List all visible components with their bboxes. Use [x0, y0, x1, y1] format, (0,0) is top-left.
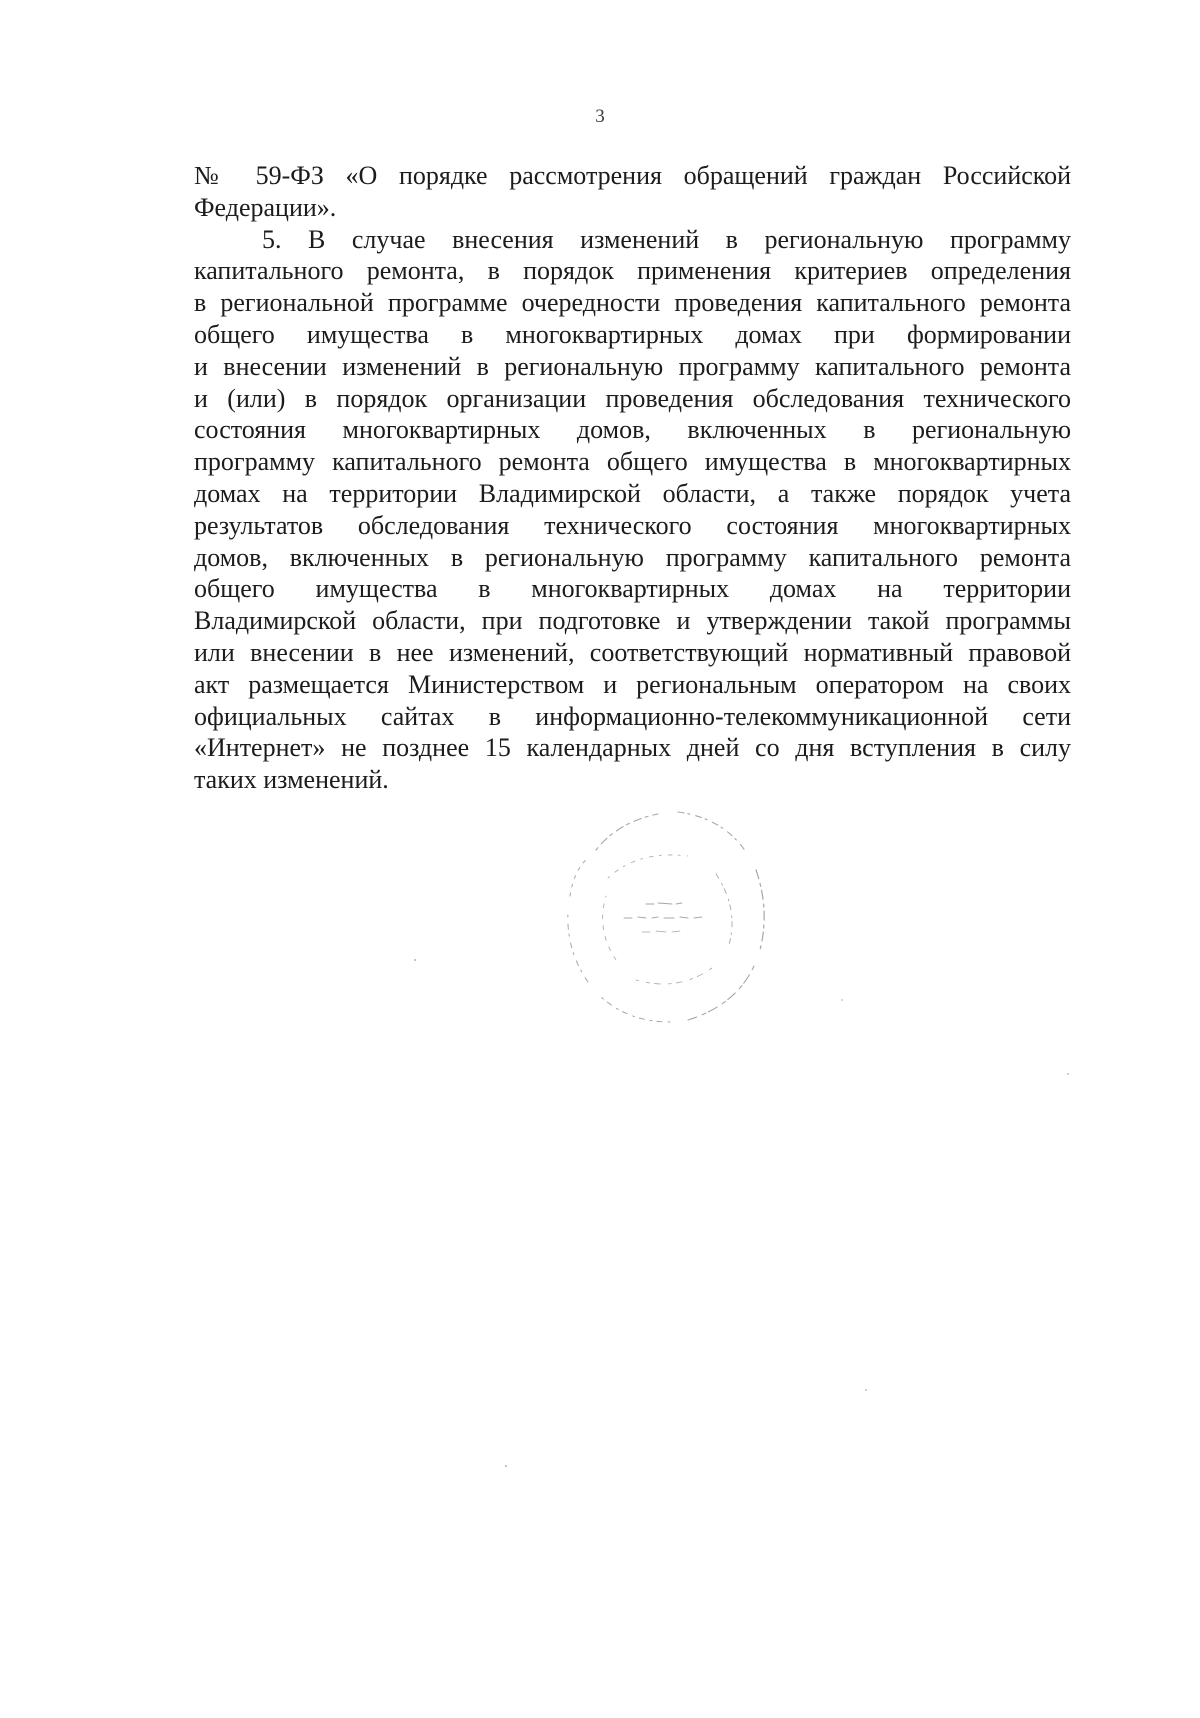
text-line: общего имущества в многоквартирных домах при формировании: [194, 319, 1071, 349]
text-line: домов, включенных в региональную программу капитального ремонта: [194, 542, 1071, 572]
text-line: и внесении изменений в региональную программу капитального ремонта: [194, 351, 1071, 381]
text-line: Федерации».: [194, 192, 337, 222]
text-line: официальных сайтах в информационно-телекоммуникационной сети: [194, 701, 1071, 731]
text-line: акт размещается Министерством и региональным оператором на своих: [194, 669, 1071, 699]
text-line: Владимирской области, при подготовке и утверждении такой программы: [194, 606, 1071, 636]
seal-icon: [548, 800, 786, 1032]
text-line: программу капитального ремонта общего имущества в многоквартирных: [194, 447, 1071, 477]
text-line: капитального ремонта, в порядок применения критериев определения: [194, 256, 1071, 286]
paragraph-2: [194, 224, 1071, 796]
text-line: 5. В случае внесения изменений в региональную программу: [262, 224, 1071, 254]
text-line: домах на территории Владимирской области, а также порядок учета: [194, 478, 1071, 508]
paragraph-1: [194, 160, 1071, 224]
text-line: «Интернет» не позднее 15 календарных дней со дня вступления в силу: [194, 733, 1071, 763]
text-line: и (или) в порядок организации проведения обследования технического: [194, 383, 1071, 413]
text-line: результатов обследования технического состояния многоквартирных: [194, 510, 1071, 540]
text-line: общего имущества в многоквартирных домах на территории: [194, 574, 1071, 604]
text-line: состояния многоквартирных домов, включенных в региональную: [194, 415, 1071, 445]
text-line: или внесении в нее изменений, соответствующий нормативный правовой: [194, 637, 1071, 667]
text-line: в региональной программе очередности проведения капитального ремонта: [194, 288, 1071, 318]
text-line: таких изменений.: [194, 765, 389, 795]
page-number: 3: [595, 106, 605, 127]
document-body: [194, 160, 1071, 796]
text-line: № 59-ФЗ «О порядке рассмотрения обращений граждан Российской: [194, 161, 1071, 190]
